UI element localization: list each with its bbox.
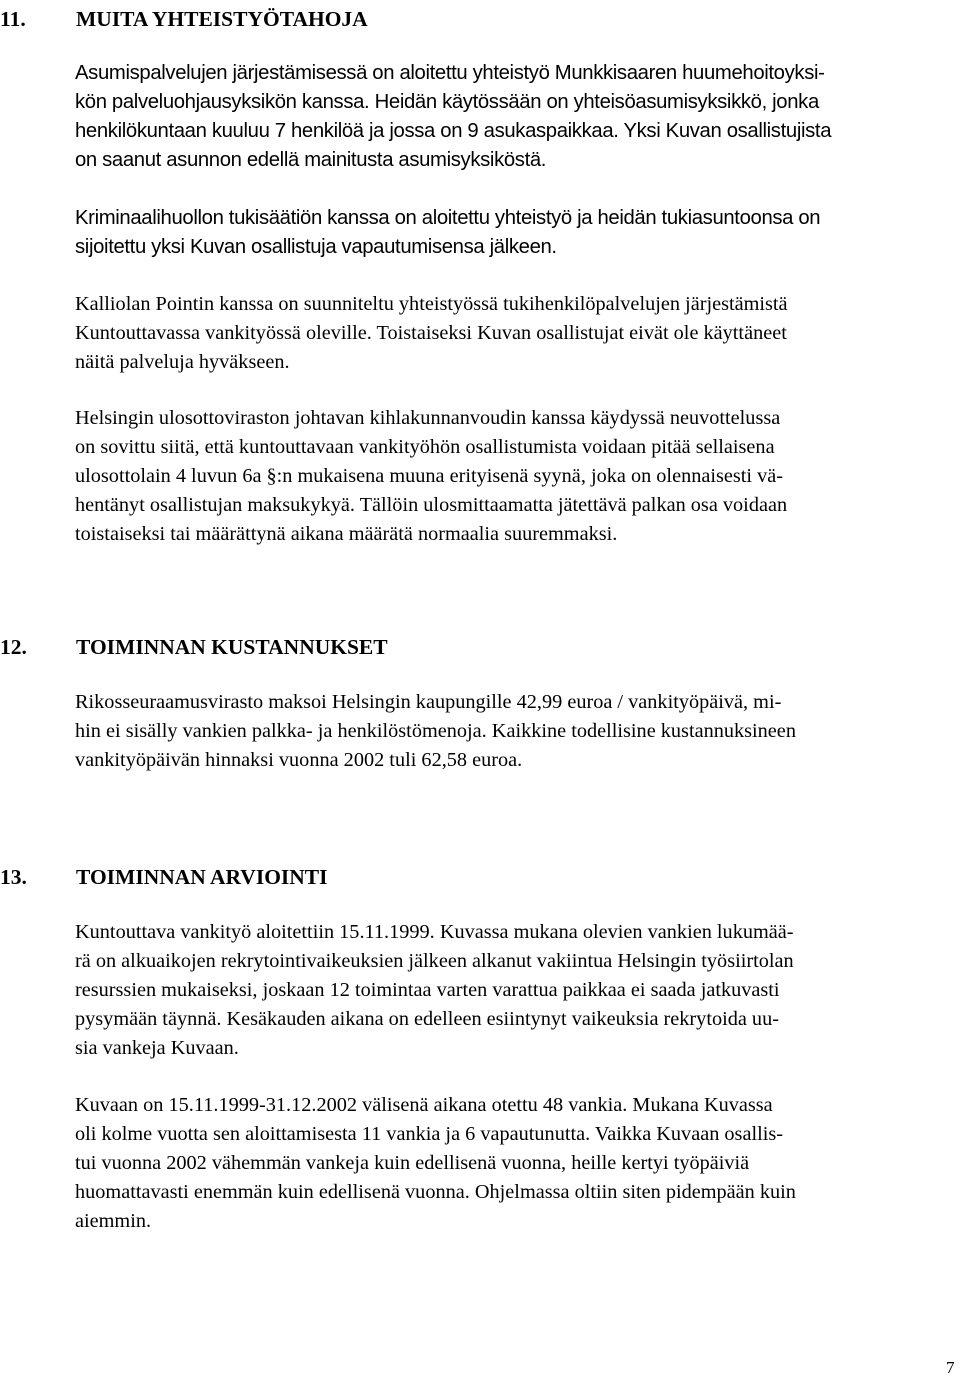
paragraph bbox=[75, 290, 959, 377]
paragraph bbox=[75, 918, 959, 1063]
text-line: resurssien mukaiseksi, joskaan 12 toimintaa varten varattua paikkaa ei saada jatkuvasti bbox=[75, 979, 780, 1001]
paragraph bbox=[75, 404, 959, 549]
text-line: Kuntouttavassa vankityössä oleville. Toistaiseksi Kuvan osallistujat eivät ole käyttäneet bbox=[75, 322, 787, 344]
page-number: 7 bbox=[946, 1358, 955, 1377]
text-line: on sovittu siitä, että kuntouttavaan vankityöhön osallistumista voidaan pitää sellaisena bbox=[75, 436, 775, 458]
text-line: rä on alkuaikojen rekrytointivaikeuksien jälkeen alkanut vakiintua Helsingin työsiirtolan bbox=[75, 950, 794, 972]
text-line: Kuntouttava vankityö aloitettiin 15.11.1999. Kuvassa mukana olevien vankien lukumää- bbox=[75, 921, 794, 943]
section-title: TOIMINNAN KUSTANNUKSET bbox=[76, 635, 388, 659]
text-line: hin ei sisälly vankien palkka- ja henkilöstömenoja. Kaikkine todellisine kustannuksineen bbox=[75, 720, 796, 742]
text-line: Rikosseuraamusvirasto maksoi Helsingin kaupungille 42,99 euroa / vankityöpäivä, mi- bbox=[75, 691, 782, 713]
text-line: näitä palveluja hyväkseen. bbox=[75, 351, 290, 373]
text-line: Kriminaalihuollon tukisäätiön kanssa on aloitettu yhteistyö ja heidän tukiasuntoonsa on bbox=[75, 207, 821, 229]
text-line: oli kolme vuotta sen aloittamisesta 11 vankia ja 6 vapautunutta. Vaikka Kuvaan osallis- bbox=[75, 1123, 783, 1145]
section-title: TOIMINNAN ARVIOINTI bbox=[76, 865, 328, 889]
text-line: Helsingin ulosottoviraston johtavan kihlakunnanvoudin kanssa käydyssä neuvottelussa bbox=[75, 407, 781, 429]
paragraph bbox=[75, 1091, 959, 1236]
text-line: henkilökuntaan kuuluu 7 henkilöä ja jossa on 9 asukaspaikkaa. Yksi Kuvan osallistujista bbox=[75, 120, 832, 142]
text-line: huomattavasti enemmän kuin edellisenä vuonna. Ohjelmassa oltiin siten pidempään kuin bbox=[75, 1181, 796, 1203]
section-title: MUITA YHTEISTYÖTAHOJA bbox=[76, 7, 368, 31]
text-line: kön palveluohjausyksikön kanssa. Heidän käytössään on yhteisöasumisyksikkö, jonka bbox=[75, 91, 819, 113]
section-number: 11. bbox=[0, 7, 26, 31]
text-line: on saanut asunnon edellä mainitusta asumisyksiköstä. bbox=[75, 149, 547, 171]
text-line: vankityöpäivän hinnaksi vuonna 2002 tuli 62,58 euroa. bbox=[75, 749, 523, 771]
text-line: Kuvaan on 15.11.1999-31.12.2002 välisenä aikana otettu 48 vankia. Mukana Kuvassa bbox=[75, 1094, 773, 1116]
text-line: pysymään täynnä. Kesäkauden aikana on edelleen esiintynyt vaikeuksia rekrytoida uu- bbox=[75, 1008, 779, 1030]
section-number: 13. bbox=[0, 865, 27, 889]
text-line: Asumispalvelujen järjestämisessä on aloitettu yhteistyö Munkkisaaren huumehoitoyksi- bbox=[75, 62, 825, 84]
section-heading-13 bbox=[0, 864, 328, 890]
text-line: sia vankeja Kuvaan. bbox=[75, 1037, 239, 1059]
text-line: hentänyt osallistujan maksukykyä. Tällöin ulosmittaamatta jätettävä palkan osa voidaan bbox=[75, 494, 788, 516]
text-line: aiemmin. bbox=[75, 1210, 152, 1232]
text-line: tui vuonna 2002 vähemmän vankeja kuin edellisenä vuonna, heille kertyi työpäiviä bbox=[75, 1152, 750, 1174]
text-line: toistaiseksi tai määrättynä aikana määrätä normaalia suuremmaksi. bbox=[75, 523, 618, 545]
section-heading-11 bbox=[0, 6, 368, 32]
text-line: ulosottolain 4 luvun 6a §:n mukaisena muuna erityisenä syynä, joka on olennaisesti vä- bbox=[75, 465, 784, 487]
paragraph bbox=[75, 688, 959, 775]
text-line: Kalliolan Pointin kanssa on suunniteltu yhteistyössä tukihenkilöpalvelujen järjestämistä bbox=[75, 293, 788, 315]
section-number: 12. bbox=[0, 635, 27, 659]
paragraph bbox=[75, 59, 959, 175]
text-line: sijoitettu yksi Kuvan osallistuja vapautumisensa jälkeen. bbox=[75, 236, 557, 258]
paragraph bbox=[75, 204, 959, 262]
section-heading-12 bbox=[0, 634, 388, 660]
